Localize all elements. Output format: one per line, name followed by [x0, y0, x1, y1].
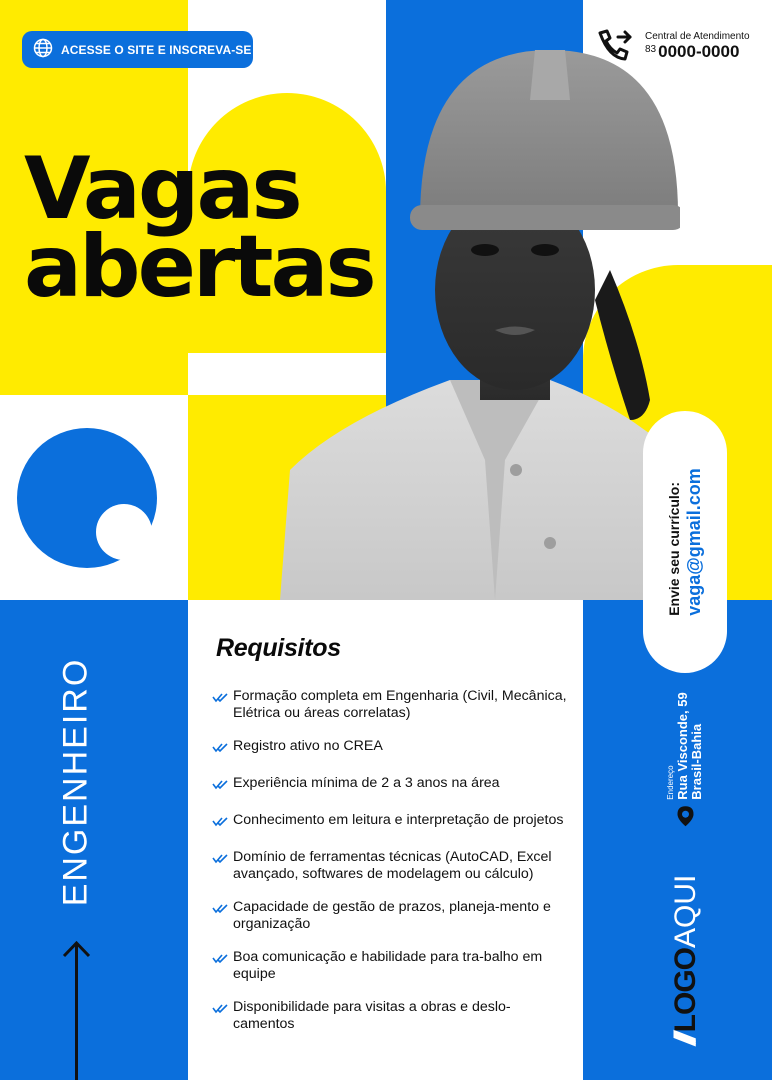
list-item: Domínio de ferramentas técnicas (AutoCAD, Excel avançado, softwares de modelagem ou cálculo): [212, 849, 572, 883]
address-line1: Rua Visconde, 59: [675, 692, 690, 800]
worker-photo: [280, 40, 680, 600]
resume-email-link[interactable]: vaga@gmail.com: [684, 468, 704, 616]
site-signup-button[interactable]: [22, 31, 253, 68]
location-pin-icon: [676, 805, 694, 832]
phone-contact[interactable]: [597, 28, 750, 67]
address-line2: Brasil-Bahia: [689, 723, 704, 800]
globe-icon: [33, 38, 61, 61]
phone-number: 0000-0000: [658, 42, 740, 61]
double-check-icon: [212, 952, 230, 970]
blue-circle-emblem: [17, 428, 157, 568]
list-item: Boa comunicação e habilidade para tra-balho em equipe: [212, 949, 572, 983]
double-check-icon: [212, 852, 230, 870]
list-item: Experiência mínima de 2 a 3 anos na área: [212, 775, 572, 796]
logo-text-light: AQUI: [669, 874, 702, 948]
site-button-label: ACESSE O SITE E INSCREVA-SE: [61, 42, 252, 57]
double-check-icon: [212, 1002, 230, 1020]
double-check-icon: [212, 778, 230, 796]
double-check-icon: [212, 902, 230, 920]
phone-forward-icon: [597, 28, 633, 67]
headline: [24, 139, 374, 317]
list-item: Conhecimento em leitura e interpretação de projetos: [212, 812, 572, 833]
list-item: Registro ativo no CREA: [212, 738, 572, 759]
requirements-list: [212, 688, 572, 1049]
headline-line1: Vagas: [24, 139, 300, 239]
requirements-title: Requisitos: [216, 634, 341, 662]
logo-text-bold: LOGO: [669, 948, 702, 1033]
double-check-icon: [212, 741, 230, 759]
double-check-icon: [212, 691, 230, 709]
job-title-vertical: ENGENHEIRO: [56, 657, 95, 907]
double-check-icon: [212, 815, 230, 833]
company-logo: [669, 875, 703, 1046]
resume-label: Envie seu currículo:: [666, 481, 682, 616]
logo-slashes: ///: [669, 1038, 702, 1046]
list-item: Formação completa em Engenharia (Civil, Mecânica, Elétrica ou áreas correlatas): [212, 688, 572, 722]
headline-line2: abertas: [24, 217, 374, 317]
list-item: Disponibilidade para visitas a obras e deslo-camentos: [212, 999, 572, 1033]
list-item: Capacidade de gestão de prazos, planeja-mento e organização: [212, 899, 572, 933]
resume-email-pill[interactable]: [643, 411, 727, 673]
phone-area-code: 83: [645, 44, 657, 55]
phone-label: Central de Atendimento: [645, 31, 750, 42]
address-block: [666, 692, 704, 827]
address-label: Endereço: [666, 765, 675, 800]
